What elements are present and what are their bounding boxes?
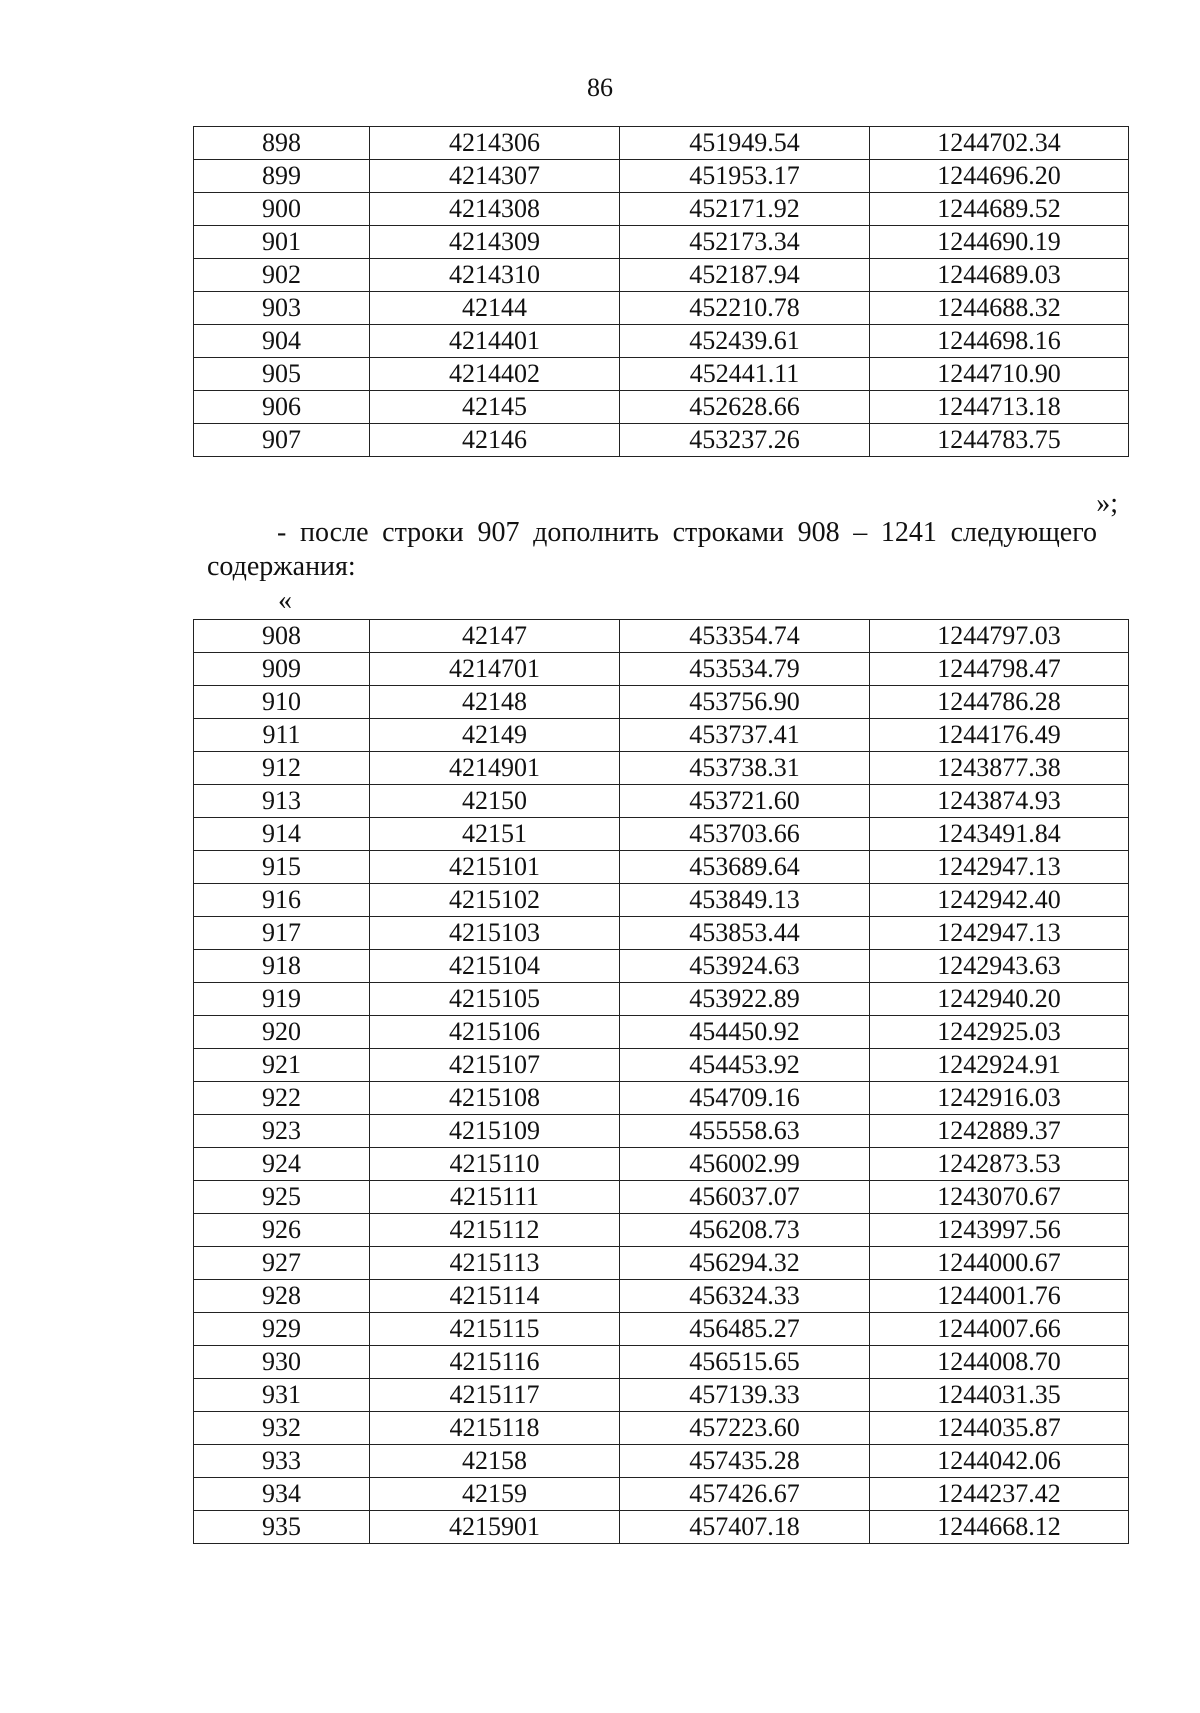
point-id-cell: 4215115 [370, 1313, 620, 1346]
table-row [194, 1412, 1129, 1445]
table-row [194, 1313, 1129, 1346]
row-number-cell: 909 [194, 653, 370, 686]
table-row [194, 1346, 1129, 1379]
table-row [194, 1511, 1129, 1544]
point-id-cell: 4215117 [370, 1379, 620, 1412]
x-coordinate-cell: 453922.89 [620, 983, 870, 1016]
point-id-cell: 42147 [370, 620, 620, 653]
point-id-cell: 4214402 [370, 358, 620, 391]
row-number-cell: 915 [194, 851, 370, 884]
point-id-cell: 4215112 [370, 1214, 620, 1247]
table-row [194, 1082, 1129, 1115]
point-id-cell: 42145 [370, 391, 620, 424]
x-coordinate-cell: 457435.28 [620, 1445, 870, 1478]
y-coordinate-cell: 1244797.03 [870, 620, 1129, 653]
x-coordinate-cell: 453237.26 [620, 424, 870, 457]
page-number: 86 [587, 73, 613, 102]
table-row [194, 686, 1129, 719]
y-coordinate-cell: 1244237.42 [870, 1478, 1129, 1511]
point-id-cell: 4215101 [370, 851, 620, 884]
point-id-cell: 4214309 [370, 226, 620, 259]
point-id-cell: 4214901 [370, 752, 620, 785]
table-row [194, 391, 1129, 424]
x-coordinate-cell: 456037.07 [620, 1181, 870, 1214]
y-coordinate-cell: 1242947.13 [870, 917, 1129, 950]
row-number-cell: 912 [194, 752, 370, 785]
row-number-cell: 916 [194, 884, 370, 917]
y-coordinate-cell: 1244786.28 [870, 686, 1129, 719]
point-id-cell: 4215901 [370, 1511, 620, 1544]
row-number-cell: 900 [194, 193, 370, 226]
row-number-cell: 908 [194, 620, 370, 653]
row-number-cell: 918 [194, 950, 370, 983]
x-coordinate-cell: 452171.92 [620, 193, 870, 226]
y-coordinate-cell: 1243070.67 [870, 1181, 1129, 1214]
y-coordinate-cell: 1242943.63 [870, 950, 1129, 983]
x-coordinate-cell: 453756.90 [620, 686, 870, 719]
row-number-cell: 925 [194, 1181, 370, 1214]
row-number-cell: 903 [194, 292, 370, 325]
table-row [194, 1049, 1129, 1082]
x-coordinate-cell: 452628.66 [620, 391, 870, 424]
point-id-cell: 4214310 [370, 259, 620, 292]
x-coordinate-cell: 453534.79 [620, 653, 870, 686]
point-id-cell: 42144 [370, 292, 620, 325]
point-id-cell: 42146 [370, 424, 620, 457]
point-id-cell: 42158 [370, 1445, 620, 1478]
x-coordinate-cell: 453924.63 [620, 950, 870, 983]
x-coordinate-cell: 456208.73 [620, 1214, 870, 1247]
table-row [194, 259, 1129, 292]
point-id-cell: 4215108 [370, 1082, 620, 1115]
y-coordinate-cell: 1244696.20 [870, 160, 1129, 193]
y-coordinate-cell: 1244690.19 [870, 226, 1129, 259]
row-number-cell: 924 [194, 1148, 370, 1181]
table-row [194, 752, 1129, 785]
table-row [194, 193, 1129, 226]
point-id-cell: 4214306 [370, 127, 620, 160]
x-coordinate-cell: 453849.13 [620, 884, 870, 917]
y-coordinate-cell: 1244000.67 [870, 1247, 1129, 1280]
table-row [194, 226, 1129, 259]
point-id-cell: 42148 [370, 686, 620, 719]
x-coordinate-cell: 456002.99 [620, 1148, 870, 1181]
x-coordinate-cell: 451949.54 [620, 127, 870, 160]
row-number-cell: 920 [194, 1016, 370, 1049]
y-coordinate-cell: 1244710.90 [870, 358, 1129, 391]
point-id-cell: 4215106 [370, 1016, 620, 1049]
row-number-cell: 933 [194, 1445, 370, 1478]
x-coordinate-cell: 452187.94 [620, 259, 870, 292]
row-number-cell: 932 [194, 1412, 370, 1445]
row-number-cell: 923 [194, 1115, 370, 1148]
y-coordinate-cell: 1242942.40 [870, 884, 1129, 917]
y-coordinate-cell: 1244689.52 [870, 193, 1129, 226]
row-number-cell: 899 [194, 160, 370, 193]
row-number-cell: 934 [194, 1478, 370, 1511]
point-id-cell: 4215104 [370, 950, 620, 983]
y-coordinate-cell: 1242924.91 [870, 1049, 1129, 1082]
row-number-cell: 931 [194, 1379, 370, 1412]
table-row [194, 1379, 1129, 1412]
point-id-cell: 4215114 [370, 1280, 620, 1313]
point-id-cell: 4214307 [370, 160, 620, 193]
x-coordinate-cell: 452439.61 [620, 325, 870, 358]
y-coordinate-cell: 1244702.34 [870, 127, 1129, 160]
table-row [194, 620, 1129, 653]
point-id-cell: 4214701 [370, 653, 620, 686]
table-row [194, 424, 1129, 457]
x-coordinate-cell: 453738.31 [620, 752, 870, 785]
table-row [194, 851, 1129, 884]
x-coordinate-cell: 453721.60 [620, 785, 870, 818]
table-row [194, 1016, 1129, 1049]
table-row [194, 1478, 1129, 1511]
row-number-cell: 907 [194, 424, 370, 457]
point-id-cell: 42159 [370, 1478, 620, 1511]
x-coordinate-cell: 453689.64 [620, 851, 870, 884]
x-coordinate-cell: 457407.18 [620, 1511, 870, 1544]
x-coordinate-cell: 454450.92 [620, 1016, 870, 1049]
table-row [194, 917, 1129, 950]
row-number-cell: 928 [194, 1280, 370, 1313]
y-coordinate-cell: 1242947.13 [870, 851, 1129, 884]
row-number-cell: 921 [194, 1049, 370, 1082]
table-row [194, 719, 1129, 752]
row-number-cell: 898 [194, 127, 370, 160]
table-row [194, 127, 1129, 160]
point-id-cell: 42150 [370, 785, 620, 818]
y-coordinate-cell: 1244042.06 [870, 1445, 1129, 1478]
table-row [194, 358, 1129, 391]
table-row [194, 1115, 1129, 1148]
row-number-cell: 905 [194, 358, 370, 391]
x-coordinate-cell: 456294.32 [620, 1247, 870, 1280]
x-coordinate-cell: 456485.27 [620, 1313, 870, 1346]
point-id-cell: 4215107 [370, 1049, 620, 1082]
table-row [194, 325, 1129, 358]
y-coordinate-cell: 1244008.70 [870, 1346, 1129, 1379]
x-coordinate-cell: 453737.41 [620, 719, 870, 752]
table-row [194, 1214, 1129, 1247]
row-number-cell: 910 [194, 686, 370, 719]
x-coordinate-cell: 457223.60 [620, 1412, 870, 1445]
row-number-cell: 926 [194, 1214, 370, 1247]
point-id-cell: 4215116 [370, 1346, 620, 1379]
x-coordinate-cell: 452210.78 [620, 292, 870, 325]
x-coordinate-cell: 456324.33 [620, 1280, 870, 1313]
y-coordinate-cell: 1244031.35 [870, 1379, 1129, 1412]
table-row [194, 160, 1129, 193]
x-coordinate-cell: 455558.63 [620, 1115, 870, 1148]
table-row [194, 1148, 1129, 1181]
x-coordinate-cell: 453703.66 [620, 818, 870, 851]
x-coordinate-cell: 454453.92 [620, 1049, 870, 1082]
y-coordinate-cell: 1244007.66 [870, 1313, 1129, 1346]
y-coordinate-cell: 1244688.32 [870, 292, 1129, 325]
amendment-instruction: - после строки 907 дополнить строками 908 – 1241 следующего содержания: [207, 517, 1097, 582]
y-coordinate-cell: 1243997.56 [870, 1214, 1129, 1247]
x-coordinate-cell: 453354.74 [620, 620, 870, 653]
y-coordinate-cell: 1243491.84 [870, 818, 1129, 851]
coordinates-table-continued [193, 126, 1129, 457]
point-id-cell: 42151 [370, 818, 620, 851]
row-number-cell: 929 [194, 1313, 370, 1346]
point-id-cell: 4215105 [370, 983, 620, 1016]
y-coordinate-cell: 1243874.93 [870, 785, 1129, 818]
point-id-cell: 4215110 [370, 1148, 620, 1181]
table-row [194, 653, 1129, 686]
y-coordinate-cell: 1244176.49 [870, 719, 1129, 752]
point-id-cell: 4215113 [370, 1247, 620, 1280]
x-coordinate-cell: 454709.16 [620, 1082, 870, 1115]
row-number-cell: 935 [194, 1511, 370, 1544]
row-number-cell: 917 [194, 917, 370, 950]
row-number-cell: 902 [194, 259, 370, 292]
x-coordinate-cell: 453853.44 [620, 917, 870, 950]
row-number-cell: 919 [194, 983, 370, 1016]
table-row [194, 884, 1129, 917]
point-id-cell: 42149 [370, 719, 620, 752]
y-coordinate-cell: 1244783.75 [870, 424, 1129, 457]
x-coordinate-cell: 457426.67 [620, 1478, 870, 1511]
y-coordinate-cell: 1242889.37 [870, 1115, 1129, 1148]
y-coordinate-cell: 1242873.53 [870, 1148, 1129, 1181]
point-id-cell: 4215111 [370, 1181, 620, 1214]
row-number-cell: 904 [194, 325, 370, 358]
y-coordinate-cell: 1244798.47 [870, 653, 1129, 686]
row-number-cell: 922 [194, 1082, 370, 1115]
table-row [194, 292, 1129, 325]
point-id-cell: 4214308 [370, 193, 620, 226]
row-number-cell: 911 [194, 719, 370, 752]
table-row [194, 1247, 1129, 1280]
y-coordinate-cell: 1244713.18 [870, 391, 1129, 424]
x-coordinate-cell: 451953.17 [620, 160, 870, 193]
row-number-cell: 927 [194, 1247, 370, 1280]
table-row [194, 1181, 1129, 1214]
y-coordinate-cell: 1244001.76 [870, 1280, 1129, 1313]
coordinates-table-added [193, 619, 1129, 1544]
row-number-cell: 914 [194, 818, 370, 851]
table-row [194, 1280, 1129, 1313]
y-coordinate-cell: 1243877.38 [870, 752, 1129, 785]
opening-quote: « [278, 585, 292, 616]
x-coordinate-cell: 456515.65 [620, 1346, 870, 1379]
x-coordinate-cell: 452173.34 [620, 226, 870, 259]
table-row [194, 785, 1129, 818]
table-row [194, 818, 1129, 851]
y-coordinate-cell: 1244698.16 [870, 325, 1129, 358]
y-coordinate-cell: 1244035.87 [870, 1412, 1129, 1445]
row-number-cell: 913 [194, 785, 370, 818]
closing-quote: »; [1096, 488, 1118, 519]
x-coordinate-cell: 457139.33 [620, 1379, 870, 1412]
y-coordinate-cell: 1244668.12 [870, 1511, 1129, 1544]
y-coordinate-cell: 1242925.03 [870, 1016, 1129, 1049]
point-id-cell: 4215118 [370, 1412, 620, 1445]
table-row [194, 1445, 1129, 1478]
point-id-cell: 4214401 [370, 325, 620, 358]
table-row [194, 950, 1129, 983]
y-coordinate-cell: 1244689.03 [870, 259, 1129, 292]
point-id-cell: 4215102 [370, 884, 620, 917]
y-coordinate-cell: 1242940.20 [870, 983, 1129, 1016]
row-number-cell: 906 [194, 391, 370, 424]
y-coordinate-cell: 1242916.03 [870, 1082, 1129, 1115]
point-id-cell: 4215103 [370, 917, 620, 950]
row-number-cell: 901 [194, 226, 370, 259]
x-coordinate-cell: 452441.11 [620, 358, 870, 391]
point-id-cell: 4215109 [370, 1115, 620, 1148]
table-row [194, 983, 1129, 1016]
row-number-cell: 930 [194, 1346, 370, 1379]
